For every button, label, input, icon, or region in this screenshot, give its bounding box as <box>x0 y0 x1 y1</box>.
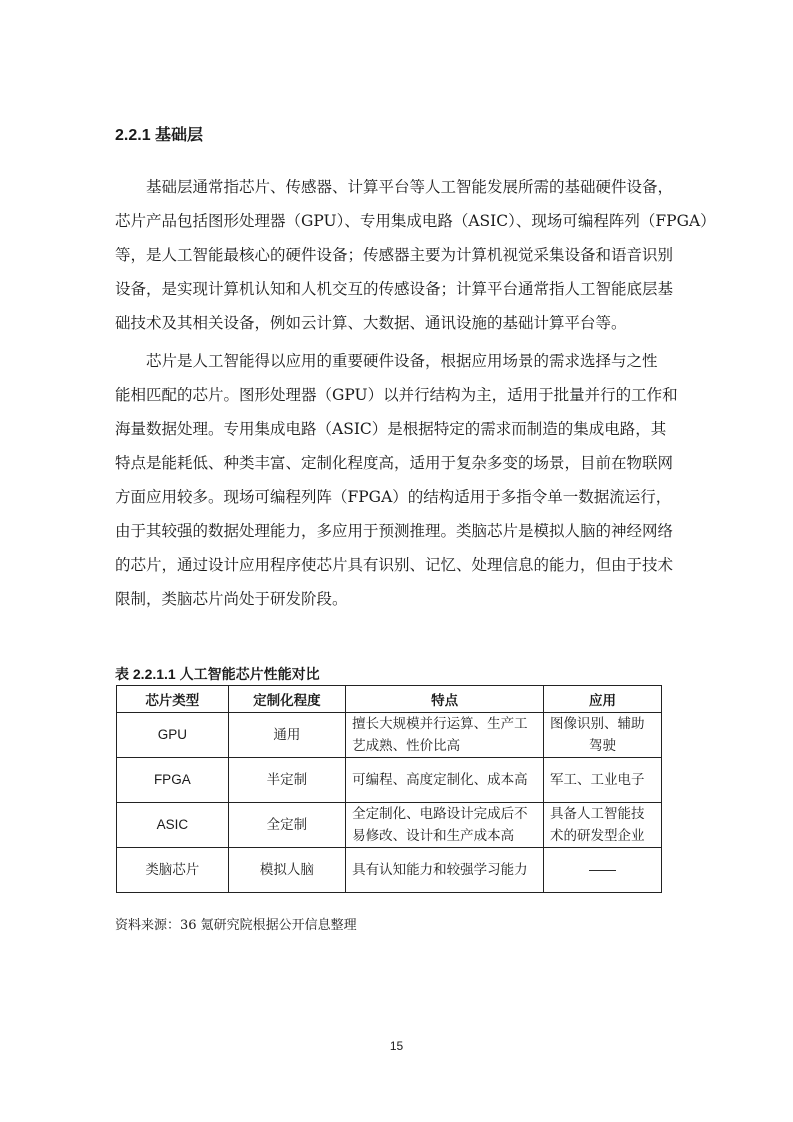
cell-line: 易修改、设计和生产成本高 <box>352 828 515 843</box>
header-chip-type: 芯片类型 <box>117 686 229 713</box>
paragraph-line: 方面应用较多。现场可编程列阵（FPGA）的结构适用于多指令单一数据流运行， <box>115 488 672 506</box>
cell-applications <box>544 848 662 893</box>
table-caption: 表 2.2.1.1 人工智能芯片性能对比 <box>115 666 320 682</box>
cell-features <box>346 848 544 893</box>
paragraph-line: 由于其较强的数据处理能力，多应用于预测推理。类脑芯片是模拟人脑的神经网络 <box>115 522 674 540</box>
cell-line: —— <box>589 862 617 877</box>
cell-chip-type: 类脑芯片 <box>117 848 229 893</box>
header-features: 特点 <box>346 686 544 713</box>
paragraph-line: 能相匹配的芯片。图形处理器（GPU）以并行结构为主，适用于批量并行的工作和 <box>115 386 678 404</box>
paragraph-line: 的芯片，通过设计应用程序使芯片具有识别、记忆、处理信息的能力，但由于技术 <box>115 556 674 574</box>
cell-line: 全定制化、电路设计完成后不 <box>352 806 528 821</box>
table-row <box>117 848 662 893</box>
paragraph-line: 特点是能耗低、种类丰富、定制化程度高，适用于复杂多变的场景，目前在物联网 <box>115 454 674 472</box>
cell-line: 擅长大规模并行运算、生产工 <box>352 716 528 731</box>
header-customization: 定制化程度 <box>228 686 345 713</box>
header-applications: 应用 <box>544 686 662 713</box>
cell-line: 术的研发型企业 <box>550 828 645 843</box>
cell-line: 图像识别、辅助 <box>550 716 645 731</box>
table-header-row <box>117 686 662 713</box>
table-row <box>117 758 662 803</box>
cell-customization: 模拟人脑 <box>228 848 345 893</box>
paragraph-line: 海量数据处理。专用集成电路（ASIC）是根据特定的需求而制造的集成电路，其 <box>115 420 667 438</box>
cell-applications <box>544 758 662 803</box>
cell-applications <box>544 713 662 758</box>
cell-line: 具有认知能力和较强学习能力 <box>352 862 528 877</box>
paragraph-line: 设备，是实现计算机认知和人机交互的传感设备；计算平台通常指人工智能底层基 <box>115 280 674 298</box>
cell-features <box>346 713 544 758</box>
paragraph-line: 等，是人工智能最核心的硬件设备；传感器主要为计算机视觉采集设备和语音识别 <box>115 246 674 264</box>
cell-features <box>346 758 544 803</box>
paragraph-line: 基础层通常指芯片、传感器、计算平台等人工智能发展所需的基础硬件设备， <box>146 178 674 196</box>
paragraph-line: 芯片是人工智能得以应用的重要硬件设备，根据应用场景的需求选择与之性 <box>146 352 658 370</box>
paragraph-line: 础技术及其相关设备，例如云计算、大数据、通讯设施的基础计算平台等。 <box>115 314 627 332</box>
cell-line: 军工、工业电子 <box>550 772 645 787</box>
section-heading: 2.2.1 基础层 <box>115 127 204 144</box>
paragraph-2 <box>115 344 683 616</box>
cell-line: 驾驶 <box>589 738 617 753</box>
table-source-note: 资料来源：36 氪研究院根据公开信息整理 <box>115 918 357 933</box>
paragraph-1 <box>115 170 716 340</box>
cell-chip-type: FPGA <box>117 758 229 803</box>
cell-applications <box>544 803 662 848</box>
page-number: 15 <box>389 1039 404 1053</box>
cell-features <box>346 803 544 848</box>
paragraph-line: 限制，类脑芯片尚处于研发阶段。 <box>115 590 348 608</box>
chip-comparison-table <box>116 685 662 893</box>
cell-customization: 全定制 <box>228 803 345 848</box>
cell-chip-type: GPU <box>117 713 229 758</box>
cell-chip-type: ASIC <box>117 803 229 848</box>
table-row <box>117 713 662 758</box>
cell-customization: 通用 <box>228 713 345 758</box>
table-row <box>117 803 662 848</box>
cell-line: 具备人工智能技 <box>550 806 645 821</box>
cell-customization: 半定制 <box>228 758 345 803</box>
paragraph-line: 芯片产品包括图形处理器（GPU）、专用集成电路（ASIC）、现场可编程阵列（FPGA） <box>115 212 716 230</box>
cell-line: 艺成熟、性价比高 <box>352 738 461 753</box>
cell-line: 可编程、高度定制化、成本高 <box>352 772 528 787</box>
